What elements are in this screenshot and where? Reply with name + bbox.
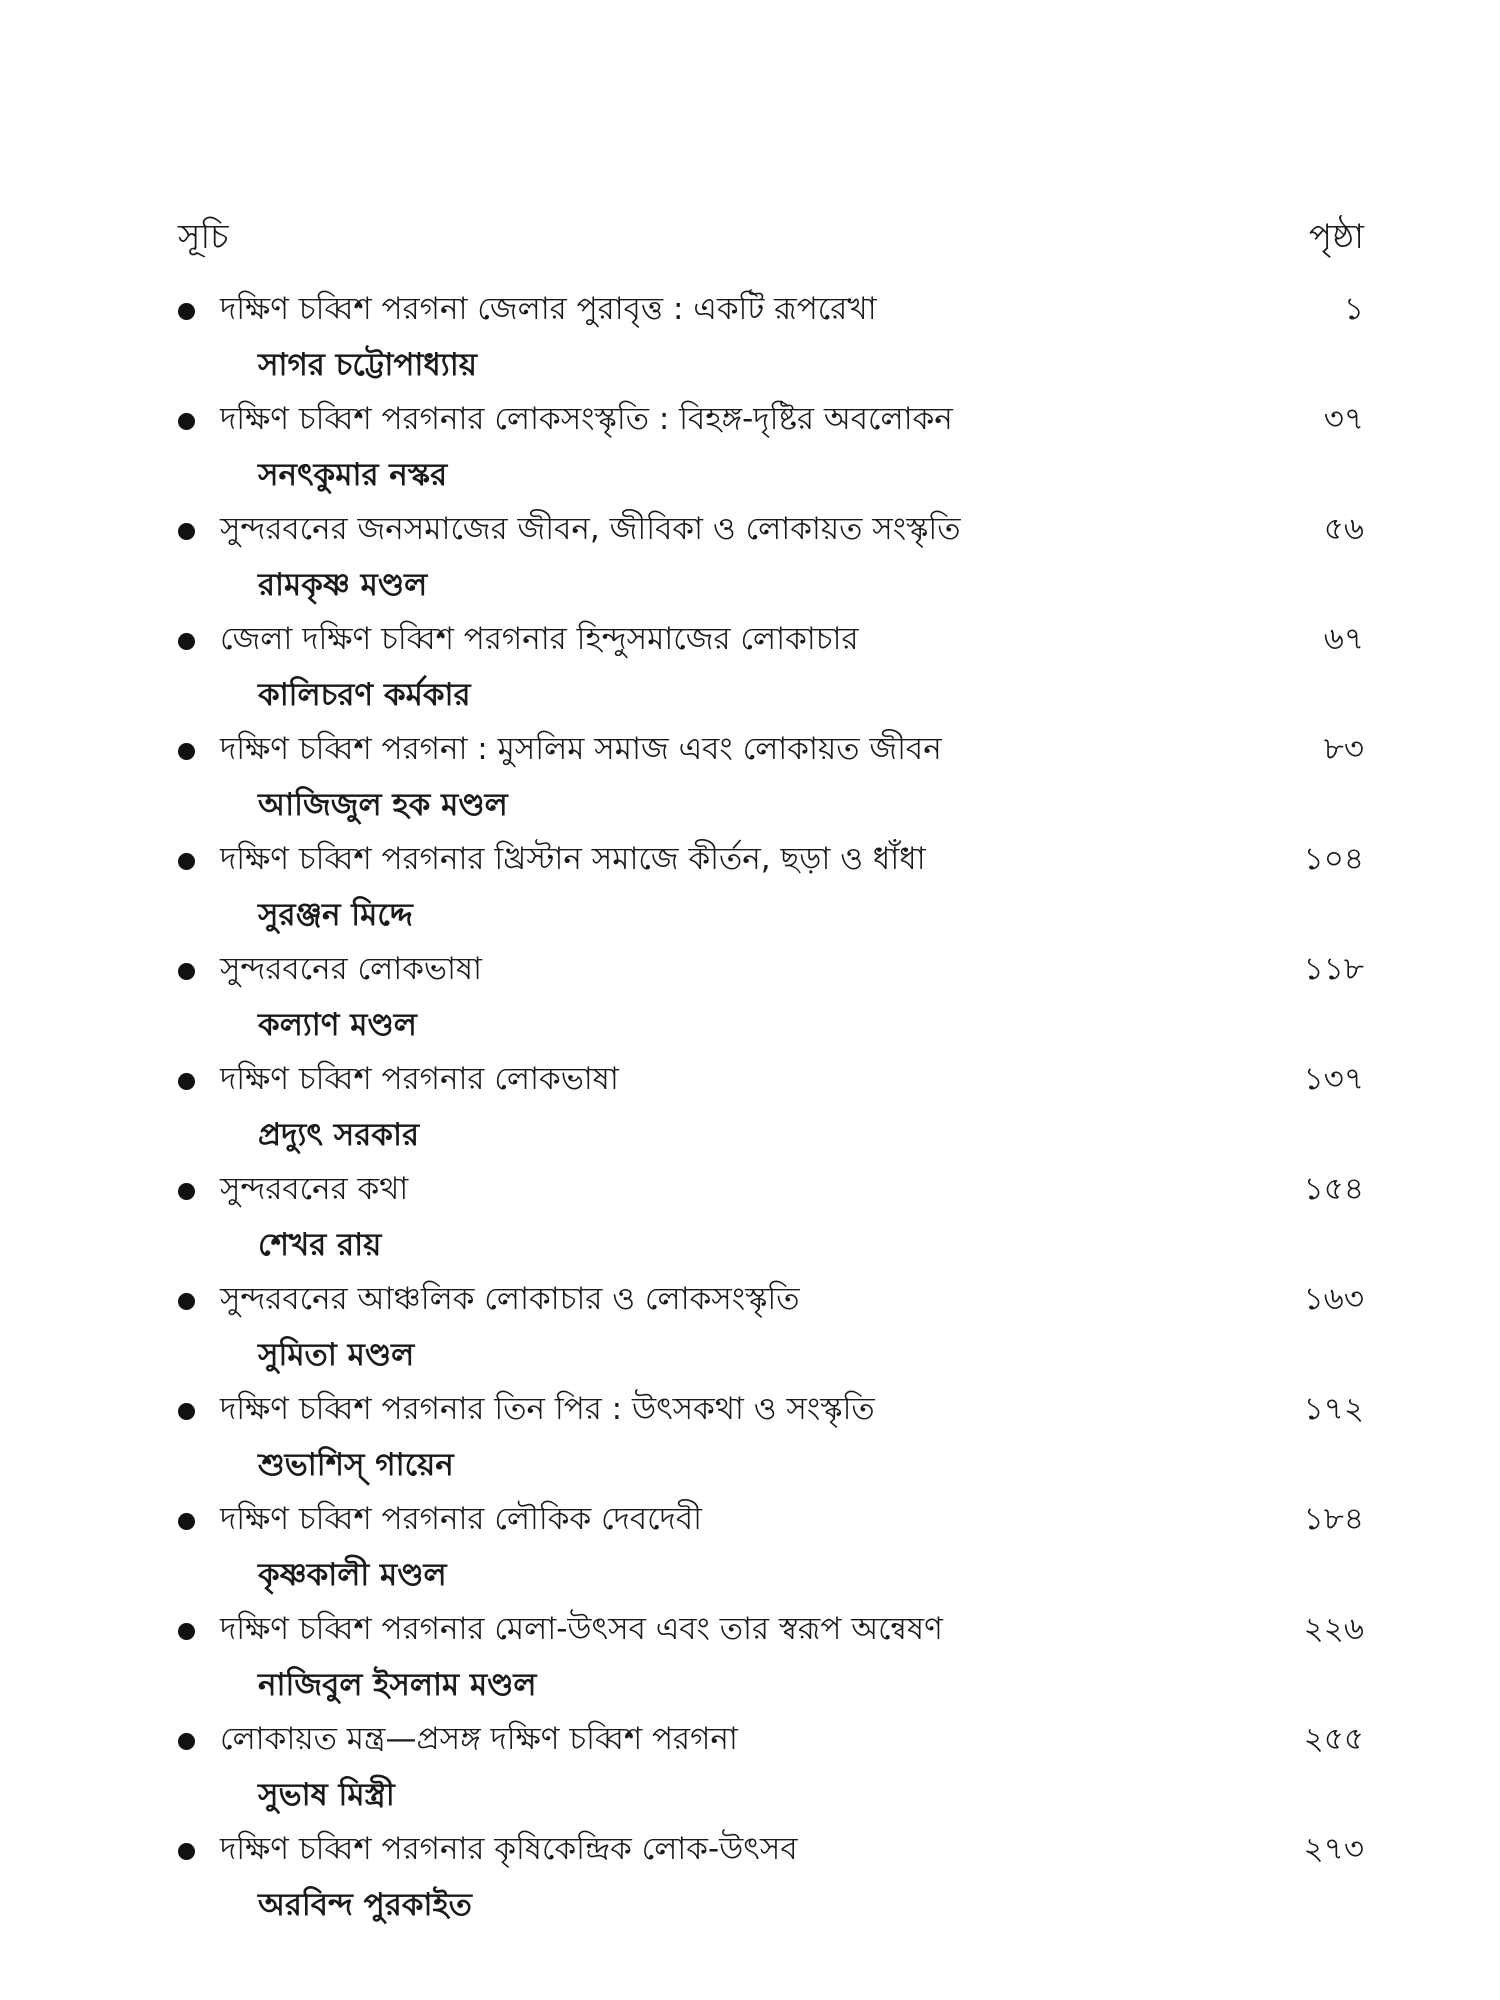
chapter-title: দক্ষিণ চব্বিশ পরগনার খ্রিস্টান সমাজে কীর্তন, ছড়া ও ধাঁধা [220,841,926,877]
toc-entry-line [178,1602,1364,1656]
bullet-icon [178,303,195,320]
page-number: ২৫৫ [1303,1721,1364,1757]
toc-entry-line [178,392,1364,446]
toc-entry-line [178,942,1364,996]
chapter-title: দক্ষিণ চব্বিশ পরগনার তিন পির : উৎসকথা ও সংস্কৃতি [220,1391,875,1427]
bullet-icon [178,1733,195,1750]
bullet-icon [178,633,195,650]
page-number: ৩৭ [1323,401,1364,437]
toc-entry [178,392,1364,502]
toc-heading: সূচি [178,217,229,257]
toc-entry [178,1602,1364,1712]
page-number: ২৭৩ [1303,1831,1364,1867]
bullet-icon [178,413,195,430]
bullet-icon [178,1623,195,1640]
toc-entry [178,1382,1364,1492]
chapter-title: সুন্দরবনের কথা [220,1171,409,1207]
toc-entry [178,832,1364,942]
chapter-title: দক্ষিণ চব্বিশ পরগনার লোকভাষা [220,1061,619,1097]
toc-entry [178,942,1364,1052]
bullet-icon [178,523,195,540]
chapter-author: সুরঞ্জন মিদ্দে [258,897,413,933]
bullet-icon [178,1073,195,1090]
toc-entry [178,1162,1364,1272]
page-number: ২২৬ [1303,1611,1364,1647]
page-number: ৫৬ [1323,511,1364,547]
page-number: ৮৩ [1323,731,1364,767]
toc-entry-line [178,832,1364,886]
page-number: ১৭২ [1303,1391,1364,1427]
toc-entry-line [178,1052,1364,1106]
chapter-title: সুন্দরবনের আঞ্চলিক লোকাচার ও লোকসংস্কৃতি [220,1281,800,1317]
chapter-author: সাগর চট্টোপাধ্যায় [258,347,478,383]
bullet-icon [178,1183,195,1200]
chapter-author: সুভাষ মিস্ত্রী [258,1777,395,1813]
toc-entry [178,282,1364,392]
chapter-author: কৃষ্ণকালী মণ্ডল [258,1557,447,1593]
page-number: ১৩৭ [1303,1061,1364,1097]
bullet-icon [178,1293,195,1310]
chapter-title: দক্ষিণ চব্বিশ পরগনার লোকসংস্কৃতি : বিহঙ্গ-দৃষ্টির অবলোকন [220,401,953,437]
chapter-author: নাজিবুল ইসলাম মণ্ডল [258,1667,537,1703]
toc-entry [178,1822,1364,1932]
chapter-title: লোকায়ত মন্ত্র—প্রসঙ্গ দক্ষিণ চব্বিশ পরগনা [220,1721,738,1757]
toc-entry-line [178,612,1364,666]
bullet-icon [178,1403,195,1420]
chapter-author: রামকৃষ্ণ মণ্ডল [258,567,428,603]
page-column-heading: পৃষ্ঠা [1308,217,1364,257]
toc-entry [178,612,1364,722]
chapter-author: সনৎকুমার নস্কর [258,457,448,493]
chapter-title: সুন্দরবনের লোকভাষা [220,951,483,987]
toc-entry-line [178,282,1364,336]
toc-entry [178,502,1364,612]
toc-entry-line [178,1712,1364,1766]
chapter-title: দক্ষিণ চব্বিশ পরগনা জেলার পুরাবৃত্ত : একটি রূপরেখা [220,291,877,327]
toc-entry-line [178,722,1364,776]
chapter-title: জেলা দক্ষিণ চব্বিশ পরগনার হিন্দুসমাজের লোকাচার [220,621,859,657]
chapter-author: প্রদ্যুৎ সরকার [258,1117,420,1153]
chapter-author: আজিজুল হক মণ্ডল [258,787,508,823]
bullet-icon [178,743,195,760]
toc-entry-line [178,1382,1364,1436]
toc-entry-line [178,1272,1364,1326]
toc-entry [178,1052,1364,1162]
chapter-author: কালিচরণ কর্মকার [258,677,471,713]
bullet-icon [178,1513,195,1530]
toc-entry-line [178,502,1364,556]
bullet-icon [178,1843,195,1860]
chapter-author: সুমিতা মণ্ডল [258,1337,415,1373]
chapter-title: দক্ষিণ চব্বিশ পরগনার কৃষিকেন্দ্রিক লোক-উৎসব [220,1831,798,1867]
toc-header [178,212,1364,272]
bullet-icon [178,963,195,980]
table-of-contents [178,282,1364,1932]
chapter-title: সুন্দরবনের জনসমাজের জীবন, জীবিকা ও লোকায়ত সংস্কৃতি [220,511,961,547]
toc-entry [178,722,1364,832]
page-number: ১৫৪ [1303,1171,1364,1207]
page-number: ১১৮ [1303,951,1364,987]
chapter-title: দক্ষিণ চব্বিশ পরগনার মেলা-উৎসব এবং তার স্বরূপ অন্বেষণ [220,1611,943,1647]
chapter-author: কল্যাণ মণ্ডল [258,1007,417,1043]
toc-entry [178,1492,1364,1602]
page-number: ৬৭ [1323,621,1364,657]
chapter-title: দক্ষিণ চব্বিশ পরগনা : মুসলিম সমাজ এবং লোকায়ত জীবন [220,731,942,767]
page-number: ১০৪ [1303,841,1364,877]
toc-entry-line [178,1822,1364,1876]
chapter-author: শুভাশিস্ গায়েন [258,1447,454,1483]
chapter-author: শেখর রায় [258,1227,382,1263]
toc-entry-line [178,1492,1364,1546]
toc-entry [178,1272,1364,1382]
page-number: ১৬৩ [1303,1281,1364,1317]
page-number: ১ [1343,291,1364,327]
toc-entry-line [178,1162,1364,1216]
page-number: ১৮৪ [1303,1501,1364,1537]
chapter-title: দক্ষিণ চব্বিশ পরগনার লৌকিক দেবদেবী [220,1501,702,1537]
toc-entry [178,1712,1364,1822]
bullet-icon [178,853,195,870]
chapter-author: অরবিন্দ পুরকাইত [258,1887,472,1923]
